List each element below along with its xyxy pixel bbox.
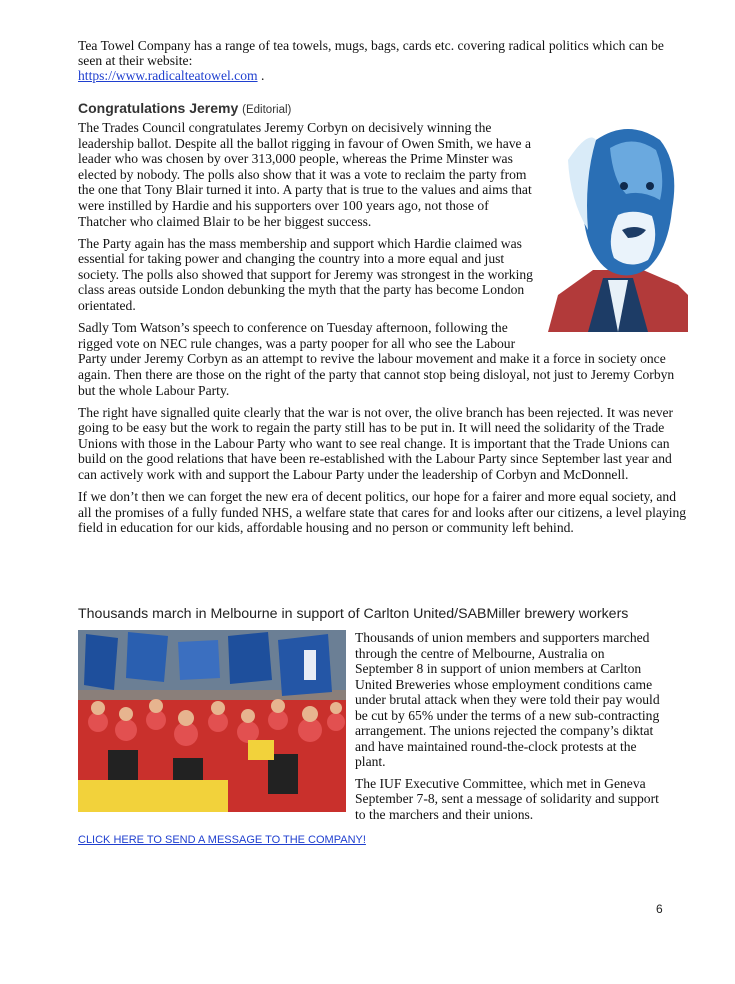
article2-heading: Thousands march in Melbourne in support of Carlton United/SABMiller brewery workers bbox=[78, 606, 629, 622]
article1-paragraph: The Party again has the mass membership and support which Hardie claimed was essential for taking power and changing the country into a more equal and just society. The polls also showed that support for Jeremy was strongest in the working class areas outside London debunking the myth that the party has become London orientated. bbox=[78, 235, 533, 314]
article1-paragraph: Sadly Tom Watson’s speech to conference on Tuesday afternoon, following the rigged vote on NEC rule changes, was a party pooper for all who see the Labour Party under Jeremy Corbyn as an attempt to revive the labour movement and make it a force in society once again. Then there are those on the right of the party that cannot stop being disloyal, not just to Jeremy Corbyn but the whole Labour Party. bbox=[78, 320, 675, 398]
article1-paragraph: The Trades Council congratulates Jeremy Corbyn on decisively winning the leadership ballot. Despite all the ballot rigging in favour of Owen Smith, we have a leader who was chosen by over 313,000 people, whereas the Prime Minster was elected by nobody. The polls also show that it was a vote to reclaim the party from the one that Tony Blair turned it into. A party that is true to the values and aims that were instilled by Hardie and his supporters over 100 years ago, not those of Thatcher who claimed Blair to be her biggest success. bbox=[78, 120, 532, 229]
intro-paragraph bbox=[78, 38, 678, 83]
article2-paragraph: The IUF Executive Committee, which met in Geneva September 7-8, sent a message of solidarity and support to the marchers and their unions. bbox=[355, 775, 659, 822]
website-link[interactable]: https://www.radicalteatowel.com bbox=[78, 68, 258, 83]
page-number: 6 bbox=[656, 902, 663, 916]
article1-body bbox=[78, 120, 688, 542]
intro-after: . bbox=[257, 68, 265, 83]
article1-heading bbox=[78, 100, 291, 116]
melbourne-march-photo bbox=[78, 630, 346, 812]
intro-text: Tea Towel Company has a range of tea towels, mugs, bags, cards etc. covering radical politics which can be seen at their website: bbox=[78, 38, 664, 68]
article1-title: Congratulations Jeremy bbox=[78, 100, 239, 116]
article1-subheading: (Editorial) bbox=[242, 104, 292, 116]
article2-paragraph: Thousands of union members and supporters marched through the centre of Melbourne, Australia on September 8 in support of union members at Carlton United Breweries whose employment conditions came under brutal attack when they were told their pay would be cut by 65% under the terms of a new sub-contracting arrangement. The unions rejected the company’s diktat and have maintained round-the-clock protests at the plant. bbox=[355, 630, 660, 769]
article2-body bbox=[355, 630, 660, 828]
send-message-link[interactable]: CLICK HERE TO SEND A MESSAGE TO THE COMPANY! bbox=[78, 834, 366, 846]
corbyn-portrait-image bbox=[548, 120, 688, 332]
article1-paragraph: If we don’t then we can forget the new era of decent politics, our hope for a fairer and more equal society, and all the promises of a fully funded NHS, a welfare state that cares for and looks after our citizens, a level playing field in education for our kids, affordable housing and no person or community left behind. bbox=[78, 489, 687, 536]
article1-paragraph: The right have signalled quite clearly that the war is not over, the olive branch has been rejected. It was never going to be easy but the work to regain the party still has to be put in. It will need the solidarity of the Trade Unions with those in the Labour Party who want to see real change. It is important that the Trade Unions can build on the good relations that have been re-established with the Labour Party since September last year and can actively work with and support the Labour Party under the leadership of Corbyn and McDonnell. bbox=[78, 404, 674, 482]
